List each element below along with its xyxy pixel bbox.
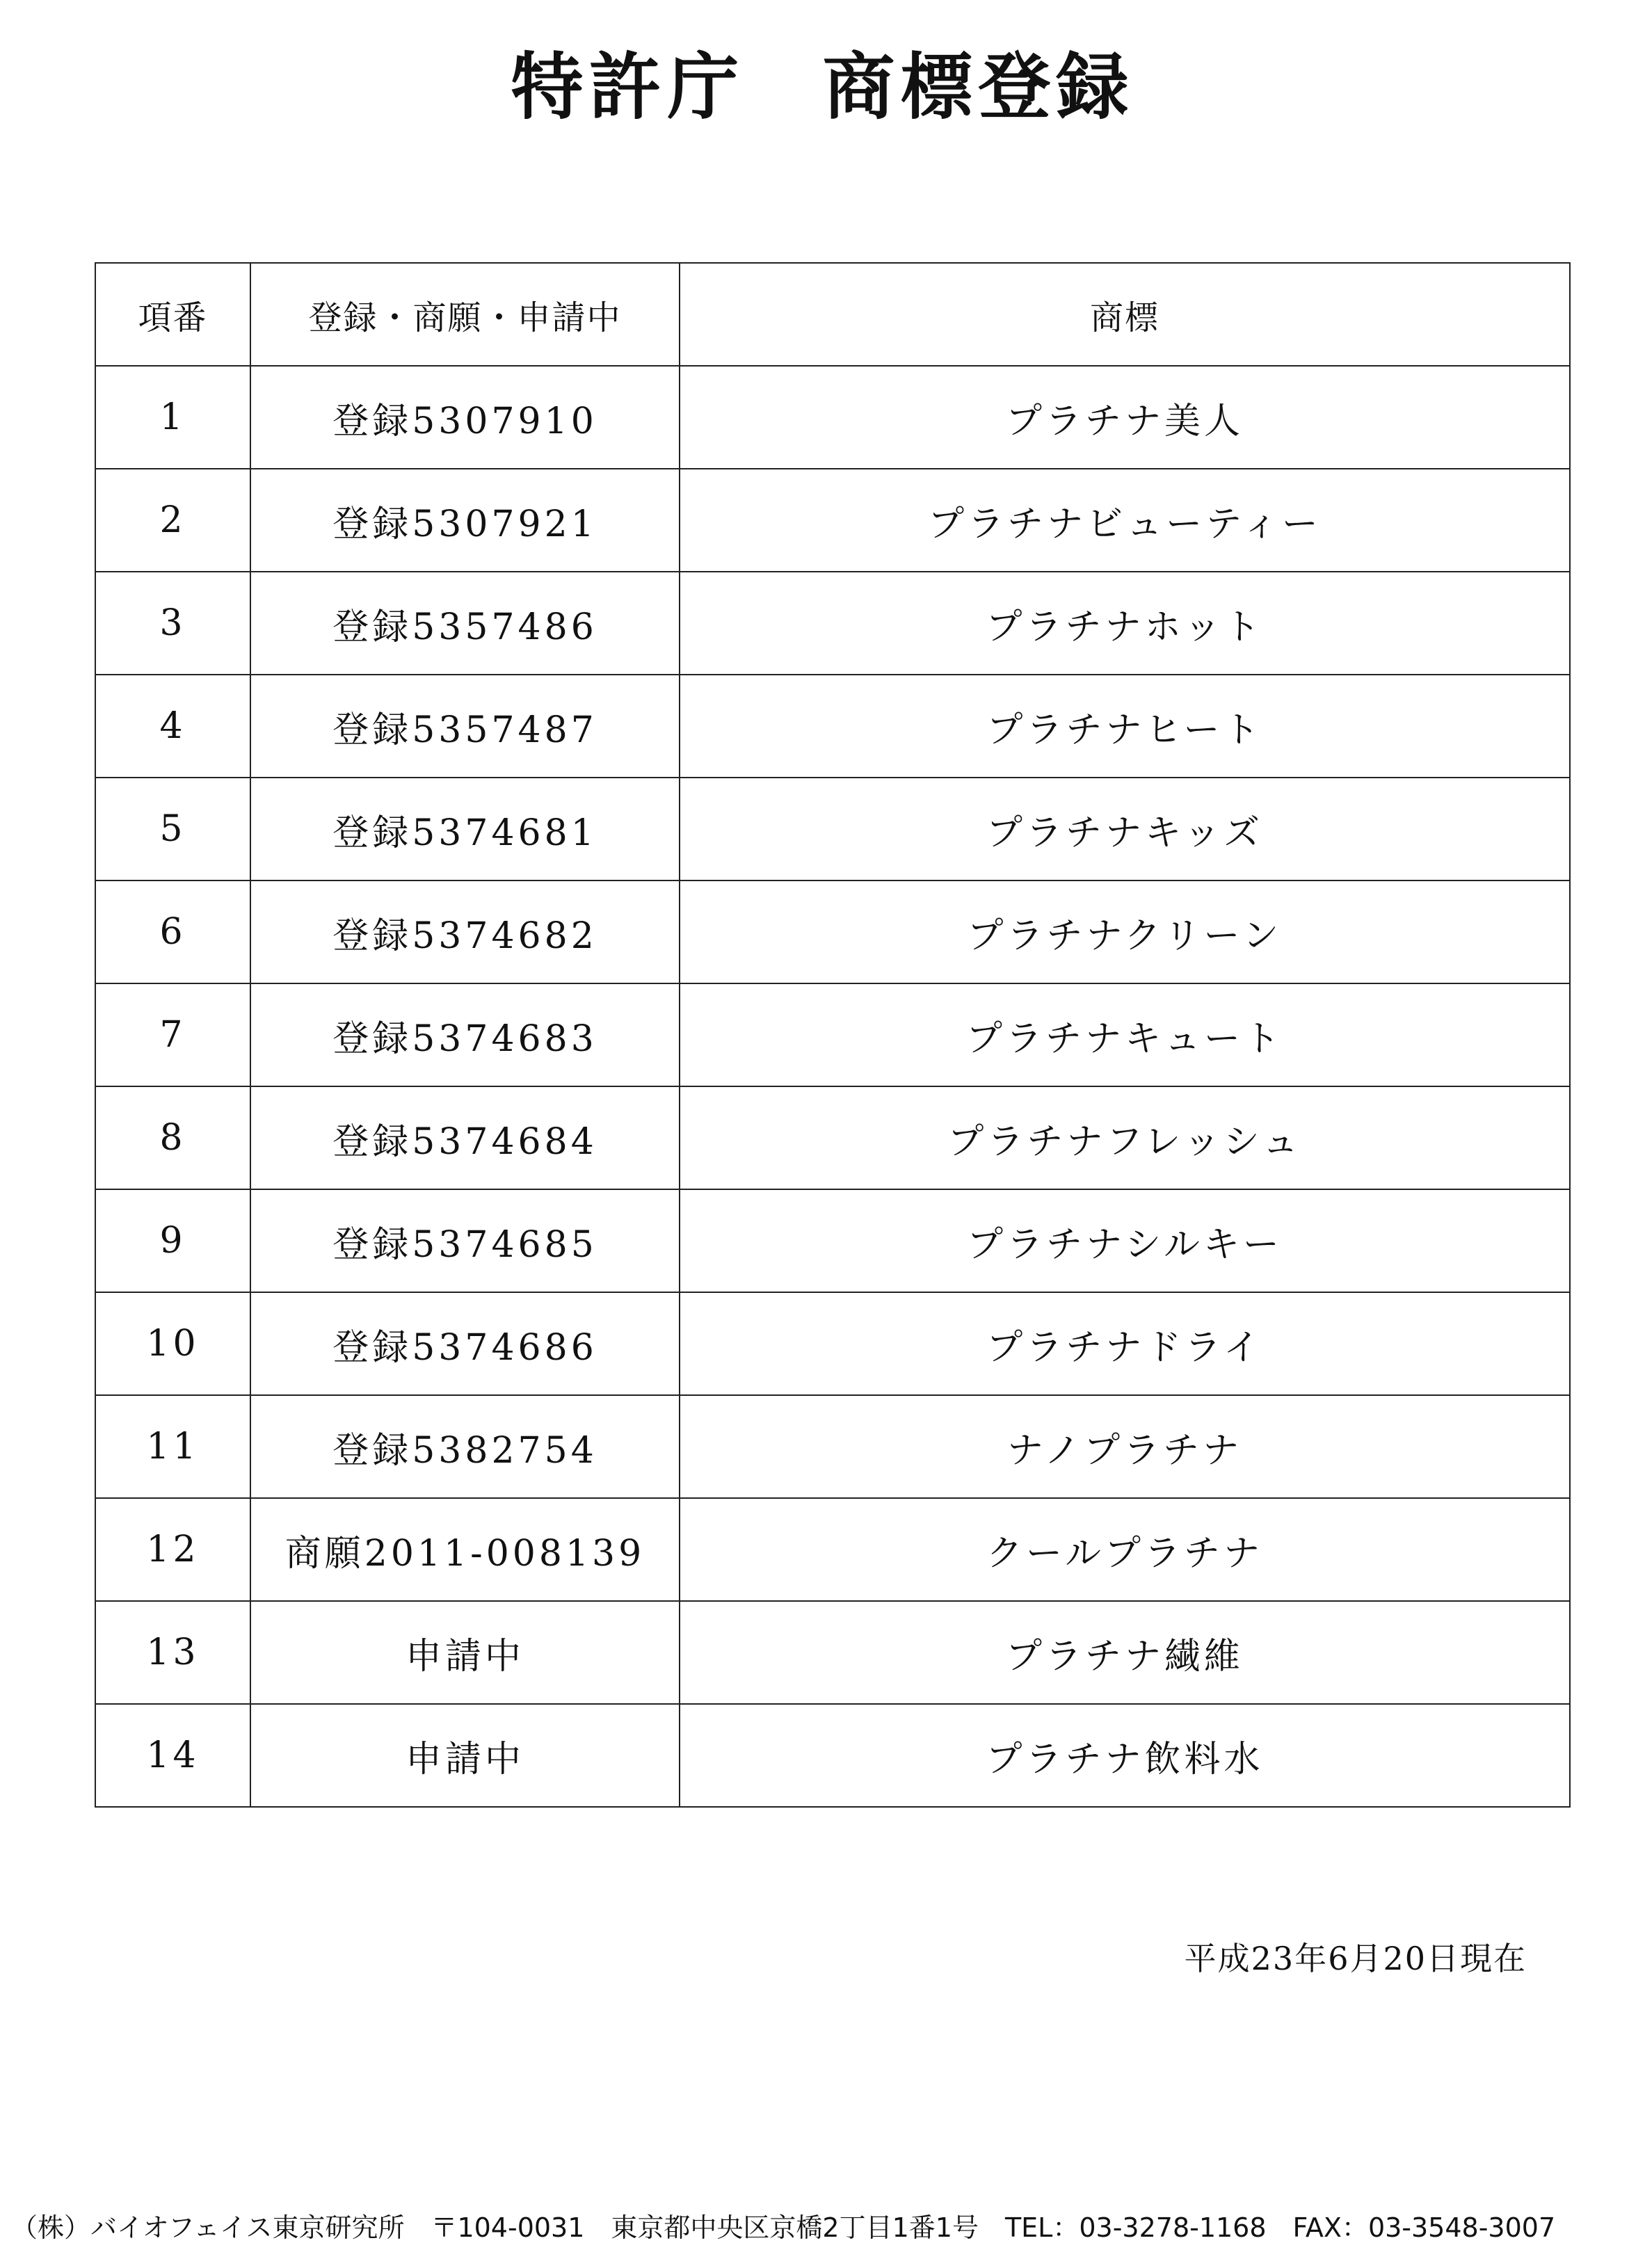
item-number: 8 <box>95 1086 250 1189</box>
item-number: 14 <box>95 1704 250 1807</box>
header-item-number: 項番 <box>95 263 250 366</box>
registration-status: 登録5374681 <box>250 778 680 880</box>
trademark-table <box>95 262 1571 1808</box>
table-row <box>95 366 1570 469</box>
item-number: 5 <box>95 778 250 880</box>
footer-address: 東京都中央区京橋2丁目1番1号 <box>611 2212 979 2243</box>
table-row <box>95 778 1570 880</box>
trademark-name: クールプラチナ <box>680 1498 1570 1601</box>
registration-status: 申請中 <box>250 1601 680 1704</box>
table-row <box>95 1292 1570 1395</box>
registration-status: 登録5374682 <box>250 880 680 983</box>
registration-status: 登録5382754 <box>250 1395 680 1498</box>
registration-status: 登録5374686 <box>250 1292 680 1395</box>
trademark-name: プラチナ繊維 <box>680 1601 1570 1704</box>
registration-status: 登録5357487 <box>250 675 680 778</box>
trademark-name: プラチナクリーン <box>680 880 1570 983</box>
registration-status: 登録5374683 <box>250 983 680 1086</box>
trademark-name: プラチナフレッシュ <box>680 1086 1570 1189</box>
trademark-name: プラチナビューティー <box>680 469 1570 572</box>
item-number: 6 <box>95 880 250 983</box>
item-number: 3 <box>95 572 250 675</box>
table-row <box>95 469 1570 572</box>
item-number: 2 <box>95 469 250 572</box>
registration-status: 登録5307921 <box>250 469 680 572</box>
table-row <box>95 1498 1570 1601</box>
registration-status: 登録5374685 <box>250 1189 680 1292</box>
item-number: 12 <box>95 1498 250 1601</box>
trademark-name: プラチナドライ <box>680 1292 1570 1395</box>
table-row <box>95 1189 1570 1292</box>
item-number: 7 <box>95 983 250 1086</box>
registration-status: 申請中 <box>250 1704 680 1807</box>
registration-status: 登録5357486 <box>250 572 680 675</box>
footer-fax: FAX：03-3548-3007 <box>1292 2212 1556 2243</box>
trademark-name: プラチナキュート <box>680 983 1570 1086</box>
trademark-name: プラチナキッズ <box>680 778 1570 880</box>
as-of-date: 平成23年6月20日現在 <box>1184 1940 1527 1977</box>
table-row <box>95 880 1570 983</box>
item-number: 11 <box>95 1395 250 1498</box>
footer-postal-code: 〒104-0031 <box>431 2212 585 2243</box>
registration-status: 登録5307910 <box>250 366 680 469</box>
trademark-name: ナノプラチナ <box>680 1395 1570 1498</box>
table-row <box>95 675 1570 778</box>
trademark-name: プラチナホット <box>680 572 1570 675</box>
item-number: 1 <box>95 366 250 469</box>
footer-tel: TEL：03-3278-1168 <box>1004 2212 1267 2243</box>
registration-status: 商願2011-008139 <box>250 1498 680 1601</box>
table-header-row <box>95 263 1570 366</box>
table-row <box>95 983 1570 1086</box>
table-row <box>95 1086 1570 1189</box>
footer-contact <box>11 2206 1639 2244</box>
item-number: 9 <box>95 1189 250 1292</box>
page-title: 特許庁 商標登録 <box>511 44 1134 129</box>
footer-company: （株）バイオフェイス東京研究所 <box>11 2212 405 2243</box>
item-number: 4 <box>95 675 250 778</box>
trademark-name: プラチナシルキー <box>680 1189 1570 1292</box>
item-number: 13 <box>95 1601 250 1704</box>
table-row <box>95 572 1570 675</box>
table-row <box>95 1704 1570 1807</box>
header-registration-status: 登録・商願・申請中 <box>250 263 680 366</box>
trademark-name: プラチナヒート <box>680 675 1570 778</box>
trademark-name: プラチナ飲料水 <box>680 1704 1570 1807</box>
registration-status: 登録5374684 <box>250 1086 680 1189</box>
table-row <box>95 1395 1570 1498</box>
table-row <box>95 1601 1570 1704</box>
header-trademark: 商標 <box>680 263 1570 366</box>
trademark-name: プラチナ美人 <box>680 366 1570 469</box>
item-number: 10 <box>95 1292 250 1395</box>
